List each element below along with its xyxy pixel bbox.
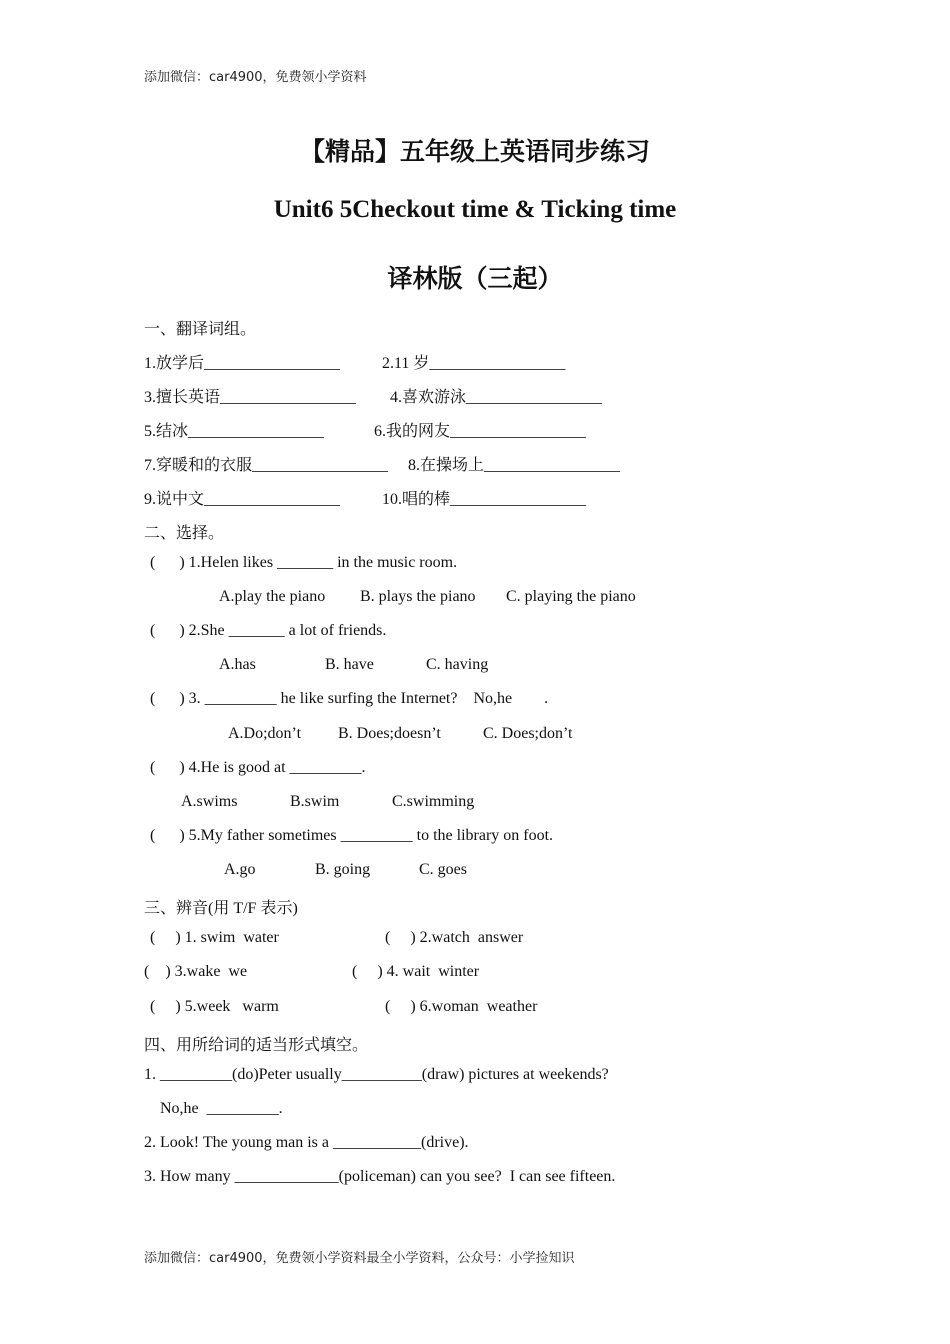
- footer-note: 添加微信：car4900，免费领小学资料最全小学资料，公众号：小学捡知识: [144, 1251, 575, 1266]
- sound-item: ( ) 5.week warm: [150, 998, 279, 1015]
- sound-item: ( ) 2.watch answer: [385, 929, 524, 946]
- choice-option: A.Do;don’t: [228, 725, 302, 742]
- sound-item: ( ) 1. swim water: [150, 929, 279, 946]
- title-line-3: 译林版（三起）: [387, 266, 563, 293]
- fill-blank-line: 2. Look! The young man is a ___________(drive).: [144, 1134, 469, 1151]
- fill-blank-line: 1. _________(do)Peter usually__________(draw) pictures at weekends?: [144, 1066, 609, 1083]
- section-1-heading: 一、翻译词组。: [144, 321, 257, 338]
- choice-question-stem: ( ) 4.He is good at _________.: [150, 759, 366, 776]
- section-3-heading: 三、辨音(用 T/F 表示): [144, 900, 298, 917]
- fill-blank-line: 3. How many _____________(policeman) can you see? I can see fifteen.: [144, 1168, 616, 1185]
- translate-item: 10.唱的棒_________________: [382, 491, 587, 508]
- choice-option: C. having: [426, 656, 489, 673]
- choice-question-stem: ( ) 2.She _______ a lot of friends.: [150, 622, 387, 639]
- section-2-heading: 二、选择。: [144, 525, 225, 542]
- translate-item: 3.擅长英语_________________: [144, 389, 357, 406]
- choice-option: C. playing the piano: [506, 588, 636, 605]
- choice-option: B. have: [325, 656, 374, 673]
- choice-option: B. going: [315, 861, 371, 878]
- translate-item: 4.喜欢游泳_________________: [390, 389, 603, 406]
- translate-item: 6.我的网友_________________: [374, 423, 587, 440]
- title-line-2: Unit6 5Checkout time & Ticking time: [273, 196, 677, 223]
- title-line-1: 【精品】五年级上英语同步练习: [299, 139, 650, 166]
- translate-item: 9.说中文_________________: [144, 491, 341, 508]
- choice-option: B. Does;doesn’t: [338, 725, 441, 742]
- choice-option: A.has: [219, 656, 256, 673]
- choice-question-stem: ( ) 1.Helen likes _______ in the music room.: [150, 554, 458, 571]
- choice-option: C. Does;don’t: [483, 725, 573, 742]
- translate-item: 2.11 岁_________________: [382, 355, 566, 372]
- choice-option: A.play the piano: [219, 588, 326, 605]
- choice-option: C. goes: [419, 861, 467, 878]
- fill-blank-line: No,he _________.: [160, 1100, 283, 1117]
- translate-item: 5.结冰_________________: [144, 423, 325, 440]
- choice-option: A.swims: [181, 793, 238, 810]
- translate-item: 7.穿暖和的衣服_________________: [144, 457, 389, 474]
- choice-question-stem: ( ) 3. _________ he like surfing the Internet? No,he .: [150, 690, 549, 707]
- translate-item: 8.在操场上_________________: [408, 457, 621, 474]
- translate-item: 1.放学后_________________: [144, 355, 341, 372]
- sound-item: ( ) 4. wait winter: [352, 963, 480, 980]
- choice-option: C.swimming: [392, 793, 475, 810]
- header-note: 添加微信：car4900，免费领小学资料: [144, 70, 367, 85]
- choice-question-stem: ( ) 5.My father sometimes _________ to the library on foot.: [150, 827, 554, 844]
- section-4-heading: 四、用所给词的适当形式填空。: [144, 1037, 369, 1054]
- sound-item: ( ) 6.woman weather: [385, 998, 538, 1015]
- sound-item: ( ) 3.wake we: [144, 963, 248, 980]
- choice-option: A.go: [224, 861, 256, 878]
- choice-option: B.swim: [290, 793, 340, 810]
- choice-option: B. plays the piano: [360, 588, 476, 605]
